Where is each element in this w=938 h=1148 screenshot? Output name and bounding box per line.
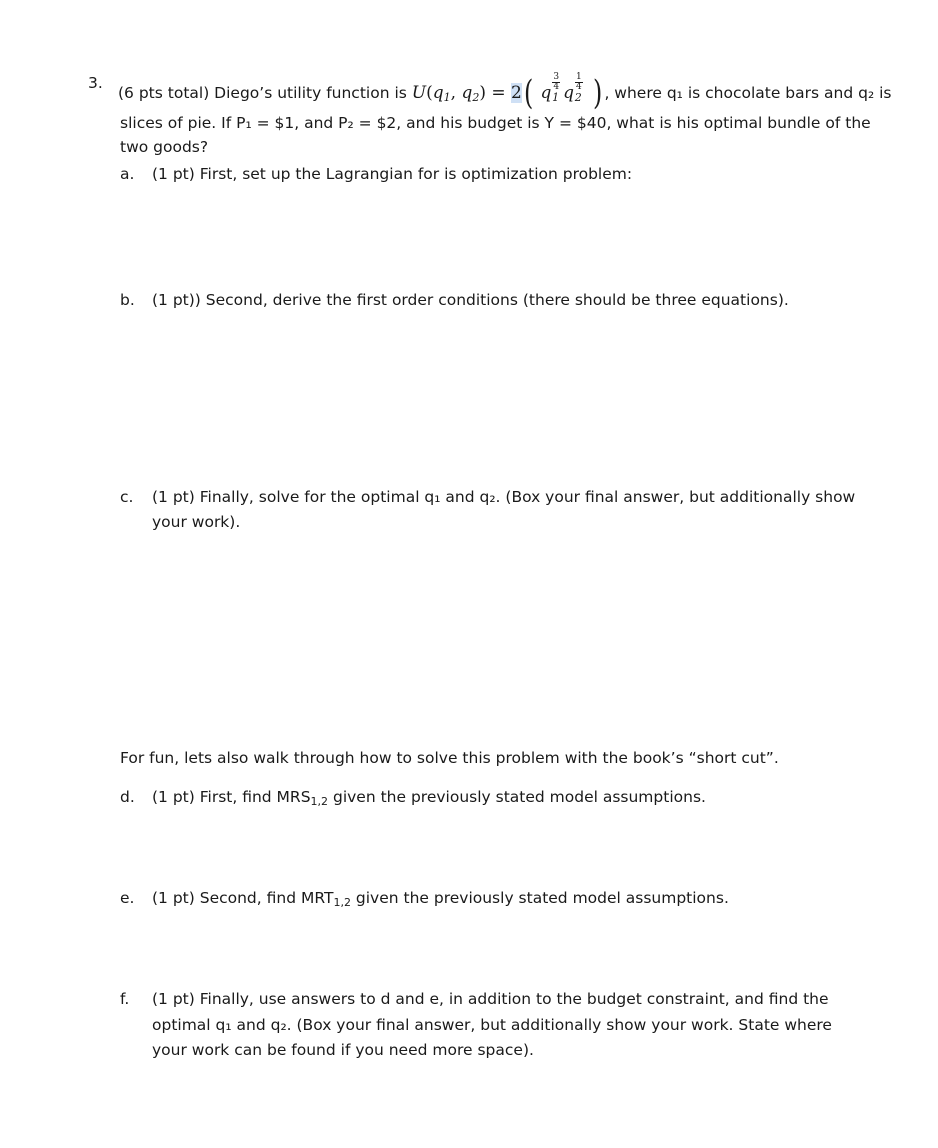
utility-sub-1: 1 [443,91,451,104]
exponent-1-4: $\frac{1}{4}$ [576,72,582,92]
utility-formula [411,72,605,113]
part-d-subscript: 1,2 [310,795,329,808]
part-f-line-1: (1 pt) Finally, use answers to d and e, in addition to the budget constraint, and find the [152,990,829,1008]
utility-comma: , [450,83,457,103]
part-e-after: given the previously stated model assumptions. [350,889,729,907]
part-f-letter: f. [120,990,130,1008]
utility-paren-open: ( [523,73,534,113]
utility-lhs-close: ) [479,83,486,103]
utility-equals: = [491,83,506,103]
exponent-3-4: $\frac{3}{4}$ [553,72,560,92]
utility-lhs-open: ( [426,83,433,103]
utility-sub-2: 2 [472,91,480,104]
part-a-text: (1 pt) First, set up the Lagrangian for is optimization problem: [152,165,633,183]
utility-paren-close: ) [593,73,603,113]
part-e-subscript: 1,2 [333,896,351,909]
utility-base-q1: q [540,83,552,103]
part-e-text [152,888,729,913]
part-d-after: given the previously stated model assumptions. [328,788,706,806]
utility-coefficient: 2 [511,83,522,103]
part-b-text: (1 pt)) Second, derive the first order conditions (there should be three equations). [152,291,789,309]
utility-func-name: U [411,83,427,103]
utility-var-q1: q [432,83,444,103]
utility-base-sub-1: 1 [552,91,560,104]
part-d-letter: d. [120,788,135,806]
part-f-line-3: your work can be found if you need more space). [152,1041,534,1059]
utility-base-sub-2: 2 [574,91,582,104]
question-number: 3. [88,74,103,92]
shortcut-intro: For fun, lets also walk through how to solve this problem with the book’s “short cut”. [120,749,779,767]
question-line-2: slices of pie. If P₁ = $1, and P₂ = $2, and his budget is Y = $40, what is his optimal bundle of the [120,114,871,132]
part-d-text [152,787,706,812]
question-intro-after: , where q₁ is chocolate bars and q₂ is [604,84,892,102]
part-d-before: (1 pt) First, find MRS [152,788,311,806]
question-intro-before: (6 pts total) Diego’s utility function is [118,84,407,102]
question-line-3: two goods? [120,138,209,156]
part-f-line-2: optimal q₁ and q₂. (Box your final answer, but additionally show your work. State where [152,1016,832,1034]
part-c-letter: c. [120,488,134,506]
part-c-line-2: your work). [152,513,241,531]
part-e-before: (1 pt) Second, find MRT [152,889,334,907]
utility-var-q2: q [461,83,473,103]
part-c-line-1: (1 pt) Finally, solve for the optimal q₁ and q₂. (Box your final answer, but additionally show [152,488,856,506]
part-a-letter: a. [120,165,135,183]
question-intro-line [118,72,892,113]
part-b-letter: b. [120,291,135,309]
part-e-letter: e. [120,889,135,907]
utility-base-q2: q [563,83,575,103]
